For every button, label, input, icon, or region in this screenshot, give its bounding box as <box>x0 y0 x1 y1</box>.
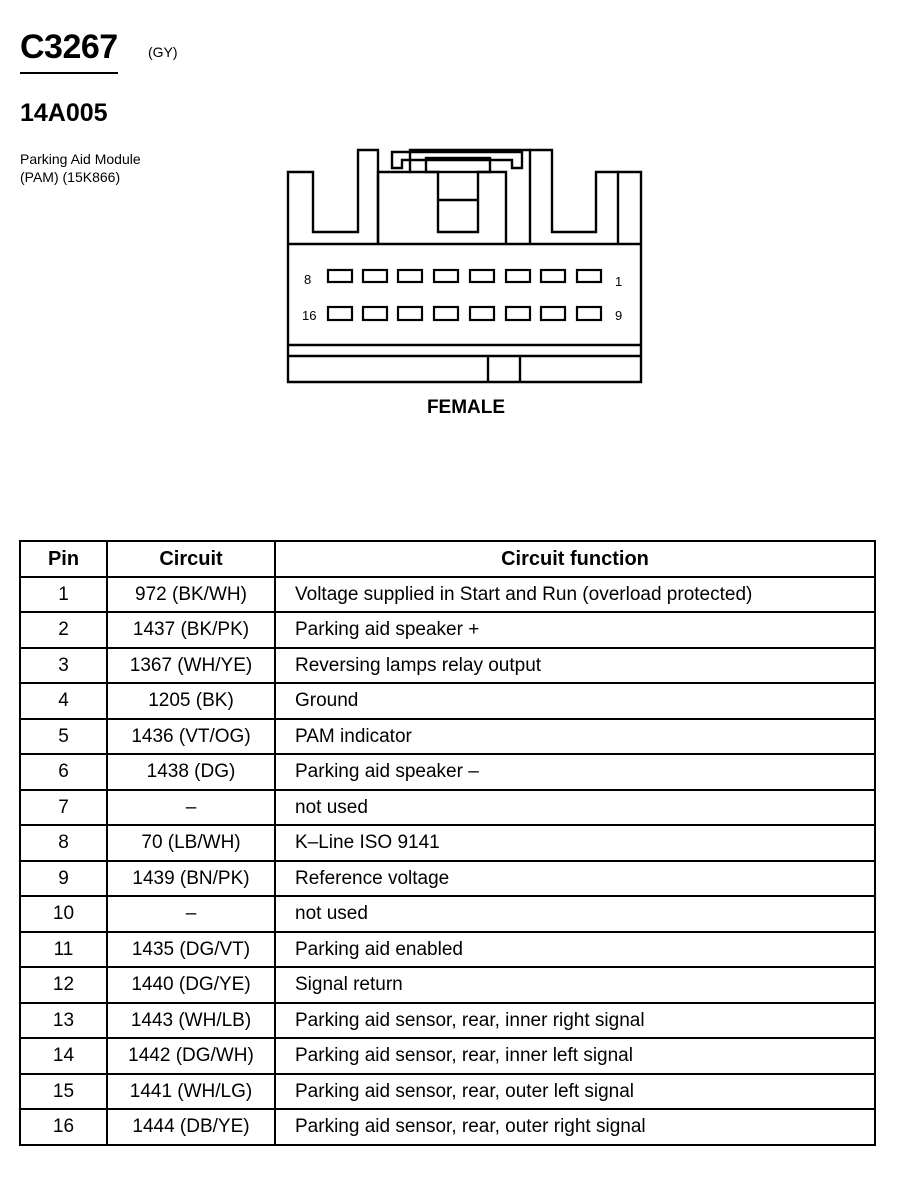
circuit-cell: 1436 (VT/OG) <box>107 719 275 755</box>
table-row <box>20 577 875 613</box>
table-row <box>20 612 875 648</box>
function-cell: Signal return <box>275 967 875 1003</box>
circuit-cell: 1438 (DG) <box>107 754 275 790</box>
pin-label-top-right: 1 <box>615 274 623 289</box>
connector-latch-key <box>410 172 506 244</box>
table-row <box>20 861 875 897</box>
table-row <box>20 790 875 826</box>
pin-cavity-6 <box>398 270 422 282</box>
header-circuit: Circuit <box>107 541 275 577</box>
table-row <box>20 1038 875 1074</box>
pin-cell: 5 <box>20 719 107 755</box>
pin-cavity-12 <box>470 307 494 320</box>
pin-cavity-2 <box>541 270 565 282</box>
circuit-cell: 1439 (BN/PK) <box>107 861 275 897</box>
function-cell: Parking aid speaker – <box>275 754 875 790</box>
connector-latch-top <box>392 152 522 168</box>
circuit-cell: 1437 (BK/PK) <box>107 612 275 648</box>
circuit-cell: 1435 (DG/VT) <box>107 932 275 968</box>
header-pin: Pin <box>20 541 107 577</box>
connector-color-code: (GY) <box>148 44 178 60</box>
connector-face-diagram <box>280 140 650 390</box>
function-cell: K–Line ISO 9141 <box>275 825 875 861</box>
circuit-cell: 1441 (WH/LG) <box>107 1074 275 1110</box>
pin-cell: 12 <box>20 967 107 1003</box>
connector-housing-outline <box>288 150 378 244</box>
pinout-body <box>20 577 875 1145</box>
circuit-cell: 1367 (WH/YE) <box>107 648 275 684</box>
function-cell: Reference voltage <box>275 861 875 897</box>
pin-cell: 10 <box>20 896 107 932</box>
connector-gender-label: FEMALE <box>426 397 506 418</box>
pin-cavity-9 <box>577 307 601 320</box>
circuit-cell: – <box>107 896 275 932</box>
pin-cell: 1 <box>20 577 107 613</box>
part-number: 14A005 <box>20 99 108 127</box>
connector-id-underline <box>20 72 118 74</box>
circuit-cell: 1440 (DG/YE) <box>107 967 275 1003</box>
connector-housing-right <box>288 172 641 382</box>
function-cell: Parking aid enabled <box>275 932 875 968</box>
function-cell: Parking aid sensor, rear, inner right signal <box>275 1003 875 1039</box>
pin-cell: 14 <box>20 1038 107 1074</box>
connector-id: C3267 <box>20 28 118 66</box>
pin-label-bottom-right: 9 <box>615 308 623 323</box>
table-row <box>20 932 875 968</box>
table-row <box>20 825 875 861</box>
function-cell: Parking aid sensor, rear, inner left signal <box>275 1038 875 1074</box>
connector-bottom-key <box>488 356 520 382</box>
table-row <box>20 1109 875 1145</box>
pinout-table <box>19 540 876 1146</box>
pin-row-top <box>328 270 601 282</box>
circuit-cell: 972 (BK/WH) <box>107 577 275 613</box>
table-row <box>20 648 875 684</box>
pin-cell: 4 <box>20 683 107 719</box>
pin-cavity-10 <box>541 307 565 320</box>
pin-cavity-7 <box>363 270 387 282</box>
pin-cell: 11 <box>20 932 107 968</box>
function-cell: Parking aid speaker + <box>275 612 875 648</box>
header-circuit-function: Circuit function <box>275 541 875 577</box>
table-row <box>20 1003 875 1039</box>
pin-cell: 7 <box>20 790 107 826</box>
pin-cavity-3 <box>506 270 530 282</box>
pin-cell: 9 <box>20 861 107 897</box>
pin-cavity-16 <box>328 307 352 320</box>
circuit-cell: – <box>107 790 275 826</box>
function-cell: Ground <box>275 683 875 719</box>
pin-cavity-11 <box>506 307 530 320</box>
function-cell: Reversing lamps relay output <box>275 648 875 684</box>
function-cell: Parking aid sensor, rear, outer left signal <box>275 1074 875 1110</box>
connector-right-tower <box>530 150 618 244</box>
circuit-cell: 1205 (BK) <box>107 683 275 719</box>
function-cell: Parking aid sensor, rear, outer right signal <box>275 1109 875 1145</box>
function-cell: Voltage supplied in Start and Run (overload protected) <box>275 577 875 613</box>
module-name <box>20 150 141 186</box>
circuit-cell: 1443 (WH/LB) <box>107 1003 275 1039</box>
pin-label-top-left: 8 <box>304 272 312 287</box>
pin-row-bottom <box>328 307 601 320</box>
pin-cell: 8 <box>20 825 107 861</box>
module-name-line2: (PAM) (15K866) <box>20 169 121 186</box>
pin-cell: 16 <box>20 1109 107 1145</box>
pin-cavity-8 <box>328 270 352 282</box>
connector-latch-frame <box>378 150 530 244</box>
circuit-cell: 70 (LB/WH) <box>107 825 275 861</box>
function-cell: not used <box>275 790 875 826</box>
pin-cell: 13 <box>20 1003 107 1039</box>
table-row <box>20 683 875 719</box>
circuit-cell: 1442 (DG/WH) <box>107 1038 275 1074</box>
pin-cell: 2 <box>20 612 107 648</box>
pin-cavity-4 <box>470 270 494 282</box>
circuit-cell: 1444 (DB/YE) <box>107 1109 275 1145</box>
pinout-header-row <box>20 541 875 577</box>
pin-cell: 6 <box>20 754 107 790</box>
pin-cavity-15 <box>363 307 387 320</box>
module-name-line1: Parking Aid Module <box>20 151 141 167</box>
pin-cavity-5 <box>434 270 458 282</box>
pin-cavity-14 <box>398 307 422 320</box>
pin-cell: 15 <box>20 1074 107 1110</box>
function-cell: not used <box>275 896 875 932</box>
table-row <box>20 896 875 932</box>
function-cell: PAM indicator <box>275 719 875 755</box>
pin-label-bottom-left: 16 <box>302 308 317 323</box>
pin-cell: 3 <box>20 648 107 684</box>
pin-cavity-13 <box>434 307 458 320</box>
table-row <box>20 754 875 790</box>
pin-cavity-1 <box>577 270 601 282</box>
table-row <box>20 967 875 1003</box>
table-row <box>20 1074 875 1110</box>
table-row <box>20 719 875 755</box>
